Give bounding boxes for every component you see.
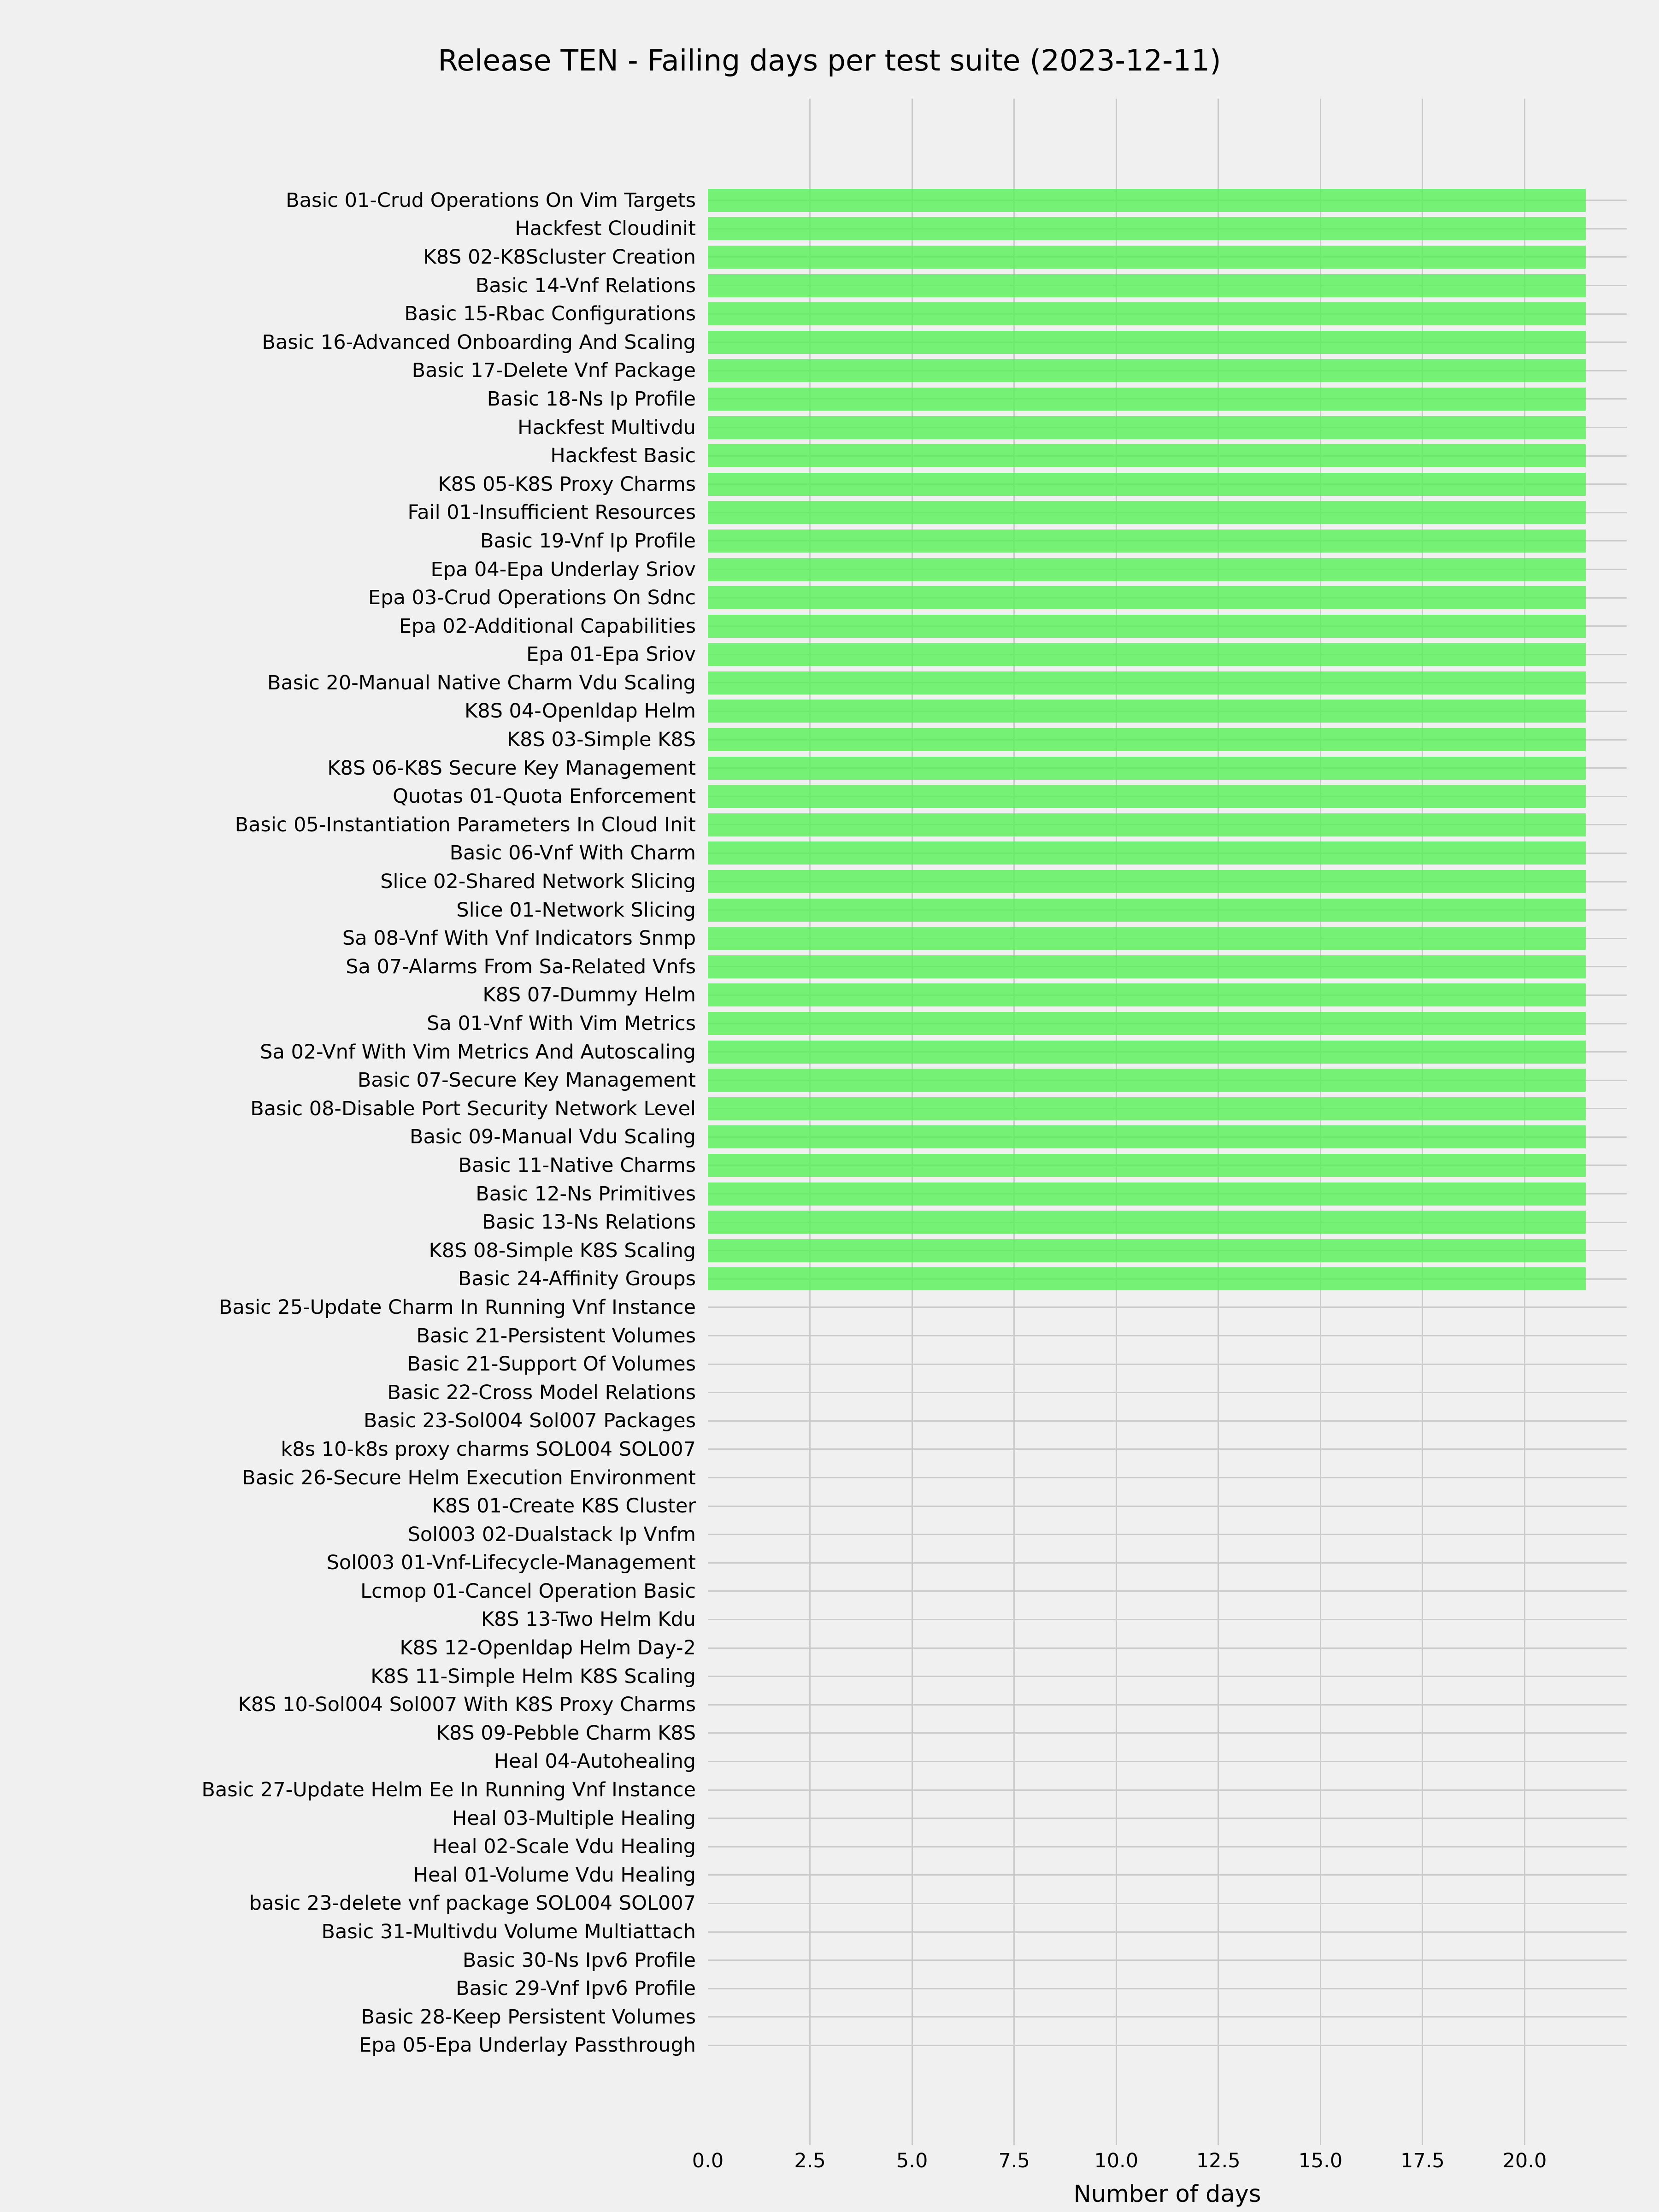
h-gridline xyxy=(708,1874,1627,1876)
chart-row xyxy=(260,1038,1627,1066)
chart-row xyxy=(404,300,1627,328)
y-tick-label: Sol003 01-Vnf-Lifecycle-Management xyxy=(326,1551,696,1575)
chart-row xyxy=(458,1265,1627,1294)
y-tick-label: K8S 12-Openldap Helm Day-2 xyxy=(400,1636,696,1660)
x-ticks xyxy=(0,2149,1659,2175)
chart-row xyxy=(321,1918,1627,1946)
h-gridline xyxy=(708,1846,1627,1847)
x-tick-label: 10.0 xyxy=(1094,2149,1139,2172)
chart-row xyxy=(518,413,1627,442)
chart-row xyxy=(357,1066,1627,1094)
bar xyxy=(708,217,1586,240)
chart-row xyxy=(235,811,1627,839)
bar xyxy=(708,671,1586,694)
h-gridline xyxy=(708,1959,1627,1961)
x-tick-label: 20.0 xyxy=(1502,2149,1547,2172)
y-tick-label: Basic 24-Affinity Groups xyxy=(458,1267,696,1291)
x-tick-label: 17.5 xyxy=(1400,2149,1445,2172)
y-tick-label: Basic 29-Vnf Ipv6 Profile xyxy=(456,1977,696,2000)
bar xyxy=(708,1211,1586,1234)
chart-row xyxy=(218,1293,1627,1322)
y-tick-label: Basic 14-Vnf Relations xyxy=(475,274,696,297)
bar xyxy=(708,615,1586,638)
bar xyxy=(708,501,1586,524)
x-tick-label: 0.0 xyxy=(692,2149,724,2172)
chart-row xyxy=(423,243,1627,271)
chart-row xyxy=(430,555,1627,584)
bar xyxy=(708,643,1586,666)
bar xyxy=(708,813,1586,836)
y-tick-label: Fail 01-Insufficient Resources xyxy=(407,501,696,524)
bar xyxy=(708,955,1586,978)
y-tick-label: Basic 23-Sol004 Sol007 Packages xyxy=(364,1409,696,1433)
h-gridline xyxy=(708,1818,1627,1819)
y-tick-label: Basic 05-Instantiation Parameters In Cloud Init xyxy=(235,813,696,836)
chart-row xyxy=(482,981,1627,1010)
h-gridline xyxy=(708,1364,1627,1365)
y-tick-label: Heal 01-Volume Vdu Healing xyxy=(413,1863,696,1887)
bar xyxy=(708,558,1586,581)
bar xyxy=(708,1012,1586,1035)
chart-row xyxy=(346,953,1627,981)
bar xyxy=(708,728,1586,751)
chart-row xyxy=(361,2003,1627,2031)
x-tick-label: 12.5 xyxy=(1196,2149,1241,2172)
chart-row xyxy=(526,641,1627,669)
bar xyxy=(708,388,1586,411)
bar xyxy=(708,1041,1586,1064)
bar xyxy=(708,841,1586,865)
bar xyxy=(708,331,1586,354)
chart-row xyxy=(458,1151,1627,1180)
h-gridline xyxy=(708,1903,1627,1904)
chart-row xyxy=(281,1435,1627,1464)
bar xyxy=(708,1069,1586,1092)
bar xyxy=(708,785,1586,808)
chart-row xyxy=(368,583,1627,612)
chart-row xyxy=(476,1180,1627,1208)
bar xyxy=(708,1267,1586,1290)
y-tick-label: Epa 04-Epa Underlay Sriov xyxy=(430,558,696,581)
h-gridline xyxy=(708,1506,1627,1507)
y-tick-label: Hackfest Basic xyxy=(550,444,696,468)
h-gridline xyxy=(708,2016,1627,2018)
y-tick-label: Basic 25-Update Charm In Running Vnf Instance xyxy=(218,1295,696,1319)
chart-row xyxy=(481,1606,1627,1634)
y-tick-label: Sa 02-Vnf With Vim Metrics And Autoscaling xyxy=(260,1040,696,1064)
chart-row xyxy=(407,1520,1627,1549)
y-tick-label: K8S 02-K8Scluster Creation xyxy=(423,245,696,269)
chart-row xyxy=(409,1123,1627,1152)
bar xyxy=(708,302,1586,325)
chart-row xyxy=(371,1662,1627,1691)
bar xyxy=(708,189,1586,212)
bar xyxy=(708,1097,1586,1120)
y-tick-label: Basic 20-Manual Native Charm Vdu Scaling xyxy=(267,671,696,694)
y-tick-label: K8S 03-Simple K8S xyxy=(506,728,696,752)
h-gridline xyxy=(708,2045,1627,2046)
chart-row xyxy=(456,896,1627,924)
x-axis-label: Number of days xyxy=(1073,2181,1261,2208)
chart-row xyxy=(482,1208,1627,1236)
h-gridline xyxy=(708,1448,1627,1450)
y-tick-label: Hackfest Multivdu xyxy=(518,416,696,439)
y-tick-label: K8S 09-Pebble Charm K8S xyxy=(436,1721,696,1745)
h-gridline xyxy=(708,1931,1627,1933)
chart-row xyxy=(427,1009,1627,1038)
y-tick-label: Slice 01-Network Slicing xyxy=(456,898,696,922)
chart-row xyxy=(515,215,1627,243)
y-tick-label: Basic 09-Manual Vdu Scaling xyxy=(409,1125,696,1149)
x-tick-label: 7.5 xyxy=(998,2149,1030,2172)
bar xyxy=(708,700,1586,723)
y-tick-label: Epa 05-Epa Underlay Passthrough xyxy=(359,2034,696,2057)
y-tick-label: K8S 10-Sol004 Sol007 With K8S Proxy Charms xyxy=(238,1693,696,1717)
chart-row xyxy=(416,1322,1627,1350)
chart-row xyxy=(380,867,1627,896)
bar xyxy=(708,899,1586,922)
y-tick-label: Basic 30-Ns Ipv6 Profile xyxy=(462,1948,696,1972)
h-gridline xyxy=(708,1732,1627,1734)
x-tick-label: 2.5 xyxy=(794,2149,826,2172)
y-tick-label: Basic 17-Delete Vnf Package xyxy=(412,359,696,382)
chart-row xyxy=(242,1464,1627,1492)
h-gridline xyxy=(708,1306,1627,1308)
y-tick-label: Sa 01-Vnf With Vim Metrics xyxy=(427,1012,696,1035)
chart-row xyxy=(413,1861,1627,1889)
bar xyxy=(708,444,1586,467)
y-tick-label: Heal 02-Scale Vdu Healing xyxy=(432,1835,696,1859)
y-tick-label: basic 23-delete vnf package SOL004 SOL007 xyxy=(249,1892,696,1915)
y-tick-label: Basic 28-Keep Persistent Volumes xyxy=(361,2005,696,2029)
chart-row xyxy=(393,782,1627,811)
chart-row xyxy=(432,1492,1627,1520)
chart-row xyxy=(506,725,1627,754)
y-tick-label: Basic 07-Secure Key Management xyxy=(357,1069,696,1092)
h-gridline xyxy=(708,1420,1627,1422)
chart-row xyxy=(429,1236,1627,1265)
x-tick-label: 5.0 xyxy=(896,2149,928,2172)
bar xyxy=(708,246,1586,269)
chart-row xyxy=(250,1094,1627,1123)
chart-row xyxy=(262,328,1627,357)
y-tick-label: Heal 04-Autohealing xyxy=(494,1750,696,1773)
y-tick-label: Basic 01-Crud Operations On Vim Targets xyxy=(286,188,696,212)
y-tick-label: Sa 07-Alarms From Sa-Related Vnfs xyxy=(346,955,696,978)
chart-row xyxy=(438,470,1627,499)
h-gridline xyxy=(708,1562,1627,1564)
chart-row xyxy=(452,1804,1627,1833)
bar xyxy=(708,416,1586,439)
y-tick-label: Basic 12-Ns Primitives xyxy=(476,1182,696,1206)
y-tick-label: Hackfest Cloudinit xyxy=(515,217,696,241)
chart-row xyxy=(201,1776,1627,1804)
chart-row xyxy=(475,271,1627,300)
y-tick-label: Basic 26-Secure Helm Execution Environment xyxy=(242,1466,696,1489)
y-tick-label: K8S 01-Create K8S Cluster xyxy=(432,1494,696,1518)
chart-row xyxy=(327,754,1627,782)
plot-area xyxy=(201,99,1627,2145)
chart-row xyxy=(407,1350,1627,1378)
y-tick-label: Basic 15-Rbac Configurations xyxy=(404,302,696,326)
y-tick-label: Sol003 02-Dualstack Ip Vnfm xyxy=(407,1523,696,1546)
h-gridline xyxy=(708,1590,1627,1592)
chart-row xyxy=(487,385,1627,413)
chart-row xyxy=(412,357,1627,385)
h-gridline xyxy=(708,1704,1627,1706)
chart-row xyxy=(400,1634,1627,1662)
chart-row xyxy=(436,1719,1627,1747)
y-tick-label: Basic 31-Multivdu Volume Multiattach xyxy=(321,1920,696,1944)
chart-row xyxy=(456,1974,1627,2003)
y-tick-label: Basic 27-Update Helm Ee In Running Vnf Instance xyxy=(201,1778,696,1802)
y-tick-label: Heal 03-Multiple Healing xyxy=(452,1806,696,1830)
chart-row xyxy=(326,1549,1627,1577)
y-tick-label: K8S 04-Openldap Helm xyxy=(465,700,696,723)
chart-row xyxy=(550,441,1627,470)
chart-row xyxy=(249,1889,1627,1918)
y-tick-label: K8S 06-K8S Secure Key Management xyxy=(327,756,696,780)
h-gridline xyxy=(708,1619,1627,1620)
y-tick-label: k8s 10-k8s proxy charms SOL004 SOL007 xyxy=(281,1437,696,1461)
y-tick-label: K8S 08-Simple K8S Scaling xyxy=(429,1239,696,1262)
h-gridline xyxy=(708,1477,1627,1478)
chart-row xyxy=(480,527,1627,555)
y-tick-label: Sa 08-Vnf With Vnf Indicators Snmp xyxy=(342,927,696,950)
y-tick-label: Basic 22-Cross Model Relations xyxy=(387,1381,696,1404)
y-tick-label: Basic 11-Native Charms xyxy=(458,1153,696,1177)
y-tick-label: Epa 02-Additional Capabilities xyxy=(399,614,696,638)
bar xyxy=(708,1154,1586,1177)
y-tick-label: Basic 13-Ns Relations xyxy=(482,1211,696,1234)
x-tick-label: 15.0 xyxy=(1298,2149,1343,2172)
chart-row xyxy=(364,1407,1627,1435)
y-tick-label: Lcmop 01-Cancel Operation Basic xyxy=(360,1579,696,1603)
y-tick-label: Basic 08-Disable Port Security Network Level xyxy=(250,1097,696,1120)
h-gridline xyxy=(708,1392,1627,1393)
bar xyxy=(708,359,1586,382)
chart-row xyxy=(462,1946,1627,1975)
h-gridline xyxy=(708,1647,1627,1649)
h-gridline xyxy=(708,1534,1627,1535)
y-tick-label: Epa 01-Epa Sriov xyxy=(526,643,696,666)
y-tick-label: Basic 06-Vnf With Charm xyxy=(449,841,696,865)
h-gridline xyxy=(708,1988,1627,1989)
bar xyxy=(708,529,1586,553)
bar xyxy=(708,473,1586,496)
bar xyxy=(708,274,1586,297)
y-tick-label: Quotas 01-Quota Enforcement xyxy=(393,785,696,808)
y-tick-label: K8S 07-Dummy Helm xyxy=(482,983,696,1007)
y-tick-label: K8S 13-Two Helm Kdu xyxy=(481,1608,696,1631)
chart-row xyxy=(449,839,1627,868)
chart-row xyxy=(267,669,1627,697)
y-tick-label: Basic 16-Advanced Onboarding And Scaling xyxy=(262,330,696,354)
y-tick-label: Basic 21-Support Of Volumes xyxy=(407,1353,696,1376)
chart-row xyxy=(342,924,1627,953)
chart-row xyxy=(286,186,1627,215)
chart-row xyxy=(360,1577,1627,1606)
chart-row xyxy=(387,1378,1627,1407)
y-tick-label: Slice 02-Shared Network Slicing xyxy=(380,870,696,894)
bar xyxy=(708,927,1586,950)
y-tick-label: K8S 11-Simple Helm K8S Scaling xyxy=(371,1665,696,1688)
chart-row xyxy=(359,2031,1627,2060)
h-gridline xyxy=(708,1789,1627,1791)
bar xyxy=(708,757,1586,780)
bar xyxy=(708,1239,1586,1262)
chart-row xyxy=(407,499,1627,527)
bar xyxy=(708,1125,1586,1148)
y-tick-label: Basic 18-Ns Ip Profile xyxy=(487,387,696,411)
chart-row xyxy=(432,1832,1627,1861)
chart-row xyxy=(494,1747,1627,1776)
h-gridline xyxy=(708,1676,1627,1677)
y-tick-label: Epa 03-Crud Operations On Sdnc xyxy=(368,586,696,610)
bar xyxy=(708,983,1586,1006)
chart-row xyxy=(399,612,1627,641)
y-tick-label: K8S 05-K8S Proxy Charms xyxy=(438,472,696,496)
bar xyxy=(708,1182,1586,1206)
y-tick-label: Basic 19-Vnf Ip Profile xyxy=(480,529,696,553)
rows xyxy=(201,186,1627,2059)
h-gridline xyxy=(708,1335,1627,1336)
h-gridline xyxy=(708,1761,1627,1762)
chart-row xyxy=(238,1690,1627,1719)
bar xyxy=(708,870,1586,893)
y-tick-label: Basic 21-Persistent Volumes xyxy=(416,1324,696,1347)
chart-row xyxy=(465,697,1627,726)
bar xyxy=(708,586,1586,609)
chart-title: Release TEN - Failing days per test suite (2023-12-11) xyxy=(438,44,1221,77)
